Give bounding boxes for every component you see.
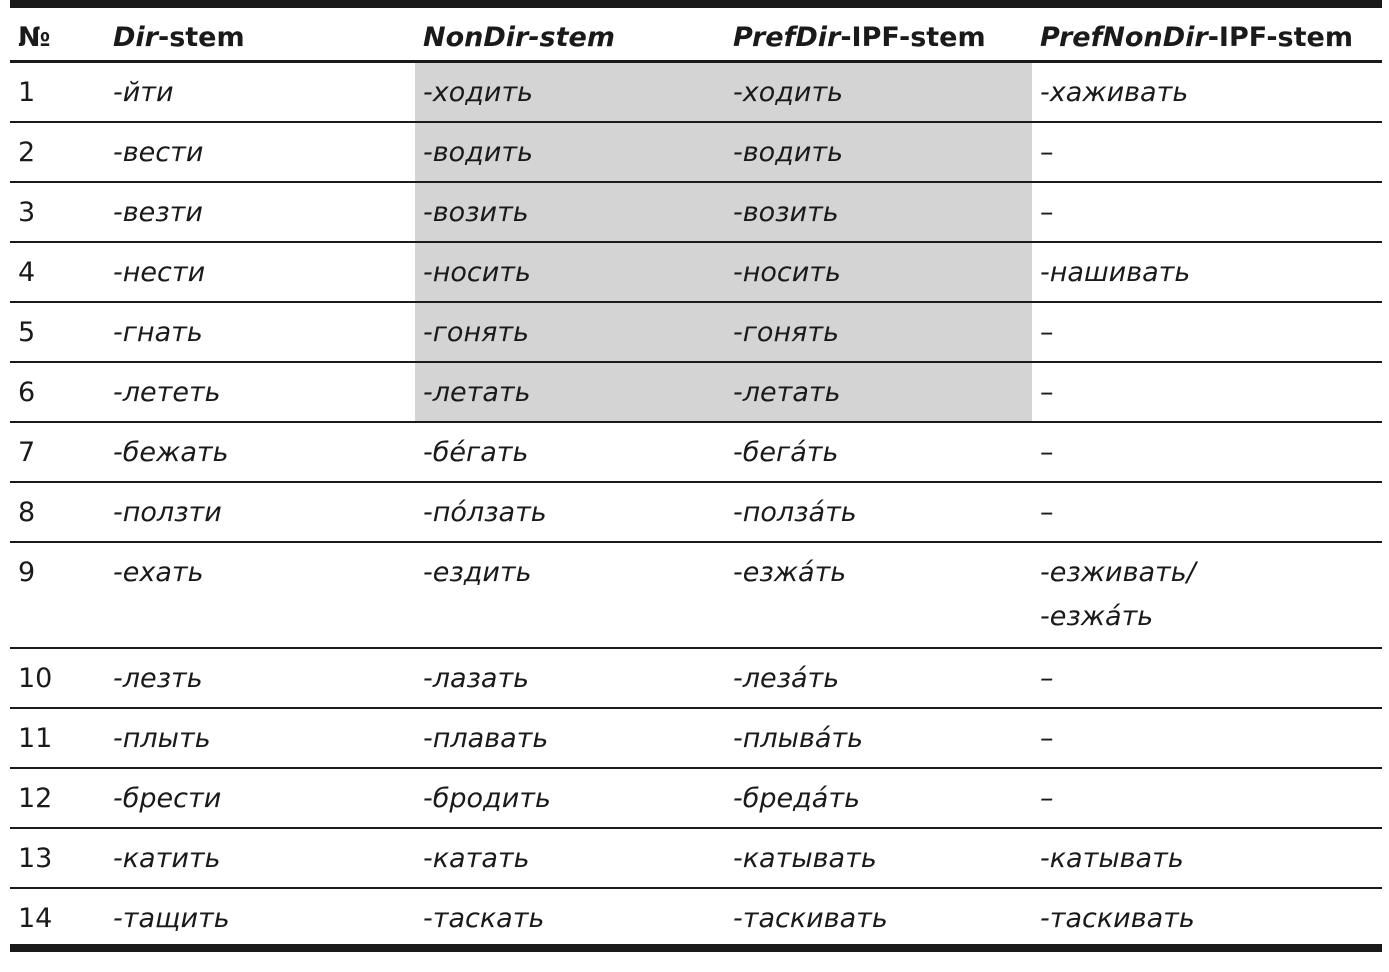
- cell-prefnondir: [1032, 422, 1382, 482]
- cell-prefdir: -леза́ть: [725, 648, 1032, 708]
- cell-line: –: [1040, 496, 1054, 528]
- cell-nondir: -летать: [415, 362, 725, 422]
- table-header-row: [10, 4, 1382, 62]
- table-row: [10, 302, 1382, 362]
- cell-line: –: [1040, 316, 1054, 348]
- header-text-part: Dir: [113, 22, 158, 53]
- cell-nondir: -катать: [415, 828, 725, 888]
- header-text-part: -IPF-stem: [840, 22, 986, 53]
- table-row: [10, 888, 1382, 948]
- cell-nondir: -бродить: [415, 768, 725, 828]
- cell-num: 4: [10, 242, 105, 302]
- cell-dir: -вести: [105, 122, 415, 182]
- cell-dir: -гнать: [105, 302, 415, 362]
- cell-line: -таскивать: [1040, 902, 1195, 934]
- table-row: [10, 708, 1382, 768]
- cell-line: -катывать: [1040, 842, 1184, 874]
- cell-dir: -йти: [105, 62, 415, 122]
- cell-prefdir: -гонять: [725, 302, 1032, 362]
- table-row: [10, 828, 1382, 888]
- cell-nondir: -ходить: [415, 62, 725, 122]
- header-number: [10, 4, 105, 62]
- cell-prefnondir: [1032, 828, 1382, 888]
- cell-line: –: [1040, 136, 1054, 168]
- cell-prefnondir: [1032, 302, 1382, 362]
- cell-nondir: -таскать: [423, 902, 545, 934]
- table-body: [10, 62, 1382, 948]
- header-text-part: №: [18, 22, 51, 53]
- cell-prefdir: -таскивать: [733, 902, 888, 934]
- cell-nondir: -лазать: [415, 648, 725, 708]
- cell-num: 5: [10, 302, 105, 362]
- table-row: [10, 482, 1382, 542]
- cell-nondir: -ездить: [415, 542, 725, 648]
- cell-num: 3: [10, 182, 105, 242]
- cell-line: –: [1040, 196, 1054, 228]
- verb-stem-table: [10, 0, 1382, 952]
- cell-line: -хаживать: [1040, 77, 1189, 108]
- cell-prefdir: -езжа́ть: [725, 542, 1032, 648]
- cell-prefnondir: [1032, 888, 1382, 948]
- header-text-part: -stem: [157, 22, 245, 53]
- cell-num: 13: [10, 828, 105, 888]
- cell-line: –: [1040, 722, 1054, 754]
- cell-num: 8: [10, 482, 105, 542]
- cell-prefnondir: [1032, 482, 1382, 542]
- header-prefnondir-ipf-stem: [1032, 4, 1382, 62]
- cell-num: 2: [10, 122, 105, 182]
- cell-prefdir: -плыва́ть: [725, 708, 1032, 768]
- table-row: [10, 242, 1382, 302]
- cell-prefnondir: [1032, 768, 1382, 828]
- cell-dir: -нести: [105, 242, 415, 302]
- cell-line: -езживать/: [1040, 556, 1196, 588]
- cell-num: 9: [10, 542, 105, 648]
- cell-prefdir: -бега́ть: [725, 422, 1032, 482]
- table-row: [10, 182, 1382, 242]
- header-dir-stem: [105, 4, 415, 62]
- cell-prefnondir: [1032, 708, 1382, 768]
- header-text-part: PrefDir: [733, 22, 841, 53]
- table-row: [10, 362, 1382, 422]
- cell-nondir: -по́лзать: [415, 482, 725, 542]
- cell-prefnondir: [1032, 542, 1382, 648]
- header-text-part: NonDir-stem: [423, 22, 615, 53]
- cell-prefdir: -бреда́ть: [725, 768, 1032, 828]
- header-text-part: -IPF-stem: [1207, 22, 1353, 53]
- header-text-part: PrefNonDir: [1040, 22, 1208, 53]
- cell-dir: -везти: [105, 182, 415, 242]
- cell-num: 7: [10, 422, 105, 482]
- header-prefdir-ipf-stem: [725, 4, 1032, 62]
- table-row: [10, 648, 1382, 708]
- cell-line: –: [1040, 782, 1054, 814]
- cell-dir: -плыть: [105, 708, 415, 768]
- cell-dir: -тащить: [113, 902, 230, 934]
- cell-num: 11: [10, 708, 105, 768]
- header-nondir-stem: [415, 4, 725, 62]
- cell-nondir: -бе́гать: [415, 422, 725, 482]
- cell-prefdir: -летать: [725, 362, 1032, 422]
- cell-line: -езжа́ть: [1040, 600, 1154, 632]
- cell-dir: -ползти: [105, 482, 415, 542]
- cell-prefnondir: [1032, 122, 1382, 182]
- table-row: [10, 768, 1382, 828]
- cell-num: 12: [10, 768, 105, 828]
- table-row: [10, 422, 1382, 482]
- cell-nondir: -водить: [415, 122, 725, 182]
- cell-line: -нашивать: [1040, 256, 1191, 288]
- cell-line: –: [1040, 662, 1054, 694]
- cell-nondir: -гонять: [415, 302, 725, 362]
- cell-dir: -бежать: [105, 422, 415, 482]
- cell-dir: -лететь: [105, 362, 415, 422]
- cell-prefnondir: [1032, 62, 1382, 122]
- table-row: [10, 122, 1382, 182]
- cell-num: 6: [10, 362, 105, 422]
- cell-prefnondir: [1032, 242, 1382, 302]
- cell-prefdir: -водить: [725, 122, 1032, 182]
- cell-prefdir: -полза́ть: [725, 482, 1032, 542]
- cell-prefdir: -катывать: [725, 828, 1032, 888]
- cell-nondir: -возить: [415, 182, 725, 242]
- cell-line: –: [1040, 376, 1054, 408]
- table-row: [10, 62, 1382, 122]
- cell-nondir: -носить: [415, 242, 725, 302]
- table-row: [10, 542, 1382, 648]
- cell-prefnondir: [1032, 648, 1382, 708]
- cell-prefnondir: [1032, 362, 1382, 422]
- cell-prefdir: -ходить: [725, 62, 1032, 122]
- cell-prefnondir: [1032, 182, 1382, 242]
- cell-prefdir: -возить: [725, 182, 1032, 242]
- cell-num: 10: [10, 648, 105, 708]
- cell-num: 14: [18, 902, 53, 934]
- cell-dir: -катить: [105, 828, 415, 888]
- cell-dir: -брести: [105, 768, 415, 828]
- cell-dir: -ехать: [105, 542, 415, 648]
- cell-num: 1: [10, 62, 105, 122]
- cell-line: –: [1040, 436, 1054, 468]
- cell-nondir: -плавать: [415, 708, 725, 768]
- cell-prefdir: -носить: [725, 242, 1032, 302]
- cell-dir: -лезть: [105, 648, 415, 708]
